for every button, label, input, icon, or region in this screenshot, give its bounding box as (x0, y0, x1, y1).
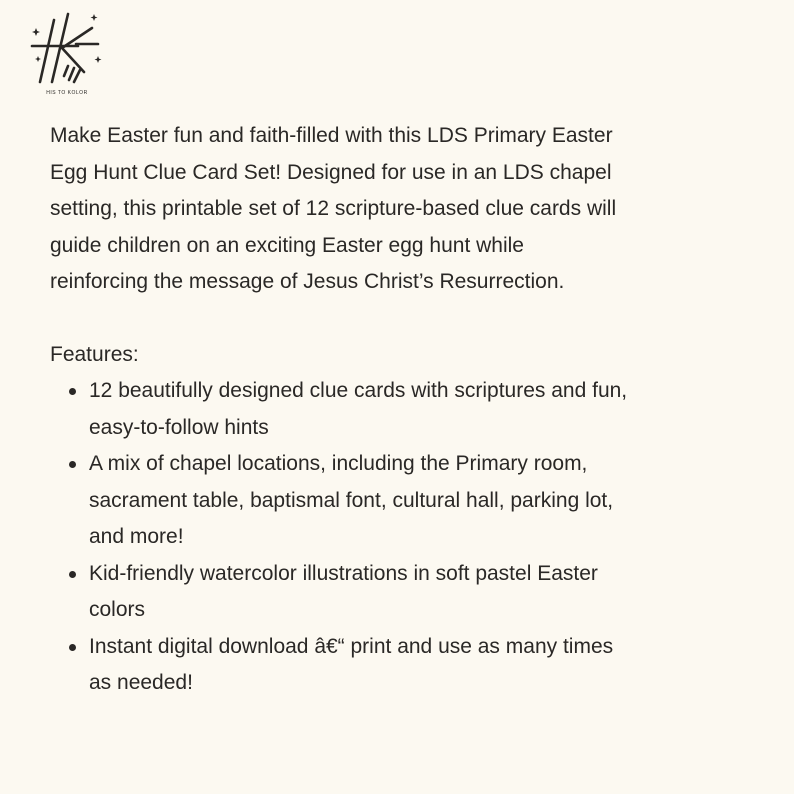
feature-text: A mix of chapel locations, including the Primary room, sacrament table, baptismal font, cultural hall, parking lot, and more! (89, 452, 614, 548)
bullet-icon (69, 571, 76, 578)
bullet-icon (69, 461, 76, 468)
brand-logo (28, 10, 106, 98)
description-block (50, 118, 765, 702)
intro-paragraph: Make Easter fun and faith-filled with this LDS Primary Easter Egg Hunt Clue Card Set! Designed for use in an LDS chapel setting, this printable set of 12 scripture-based clue cards will guide children on an exciting Easter egg hunt while reinforcing the message of Jesus Christ’s Resurrection. (50, 124, 617, 293)
bullet-icon (69, 388, 76, 395)
bullet-icon (69, 644, 76, 651)
features-heading: Features: (50, 342, 139, 366)
feature-text: Instant digital download â€“ print and use as many times as needed! (89, 634, 614, 694)
feature-text: Kid-friendly watercolor illustrations in soft pastel Easter colors (89, 561, 598, 621)
feature-text: 12 beautifully designed clue cards with scriptures and fun, easy-to-follow hints (89, 379, 628, 439)
logo-caption: HIS TO KOLOR (46, 90, 88, 96)
feature-item-instant-download (50, 629, 765, 702)
feature-item-clue-cards (50, 373, 765, 446)
feature-list (50, 373, 765, 702)
feature-item-illustrations (50, 556, 765, 629)
brand-logo-mark-icon (28, 10, 106, 90)
feature-item-chapel-locations (50, 446, 765, 556)
